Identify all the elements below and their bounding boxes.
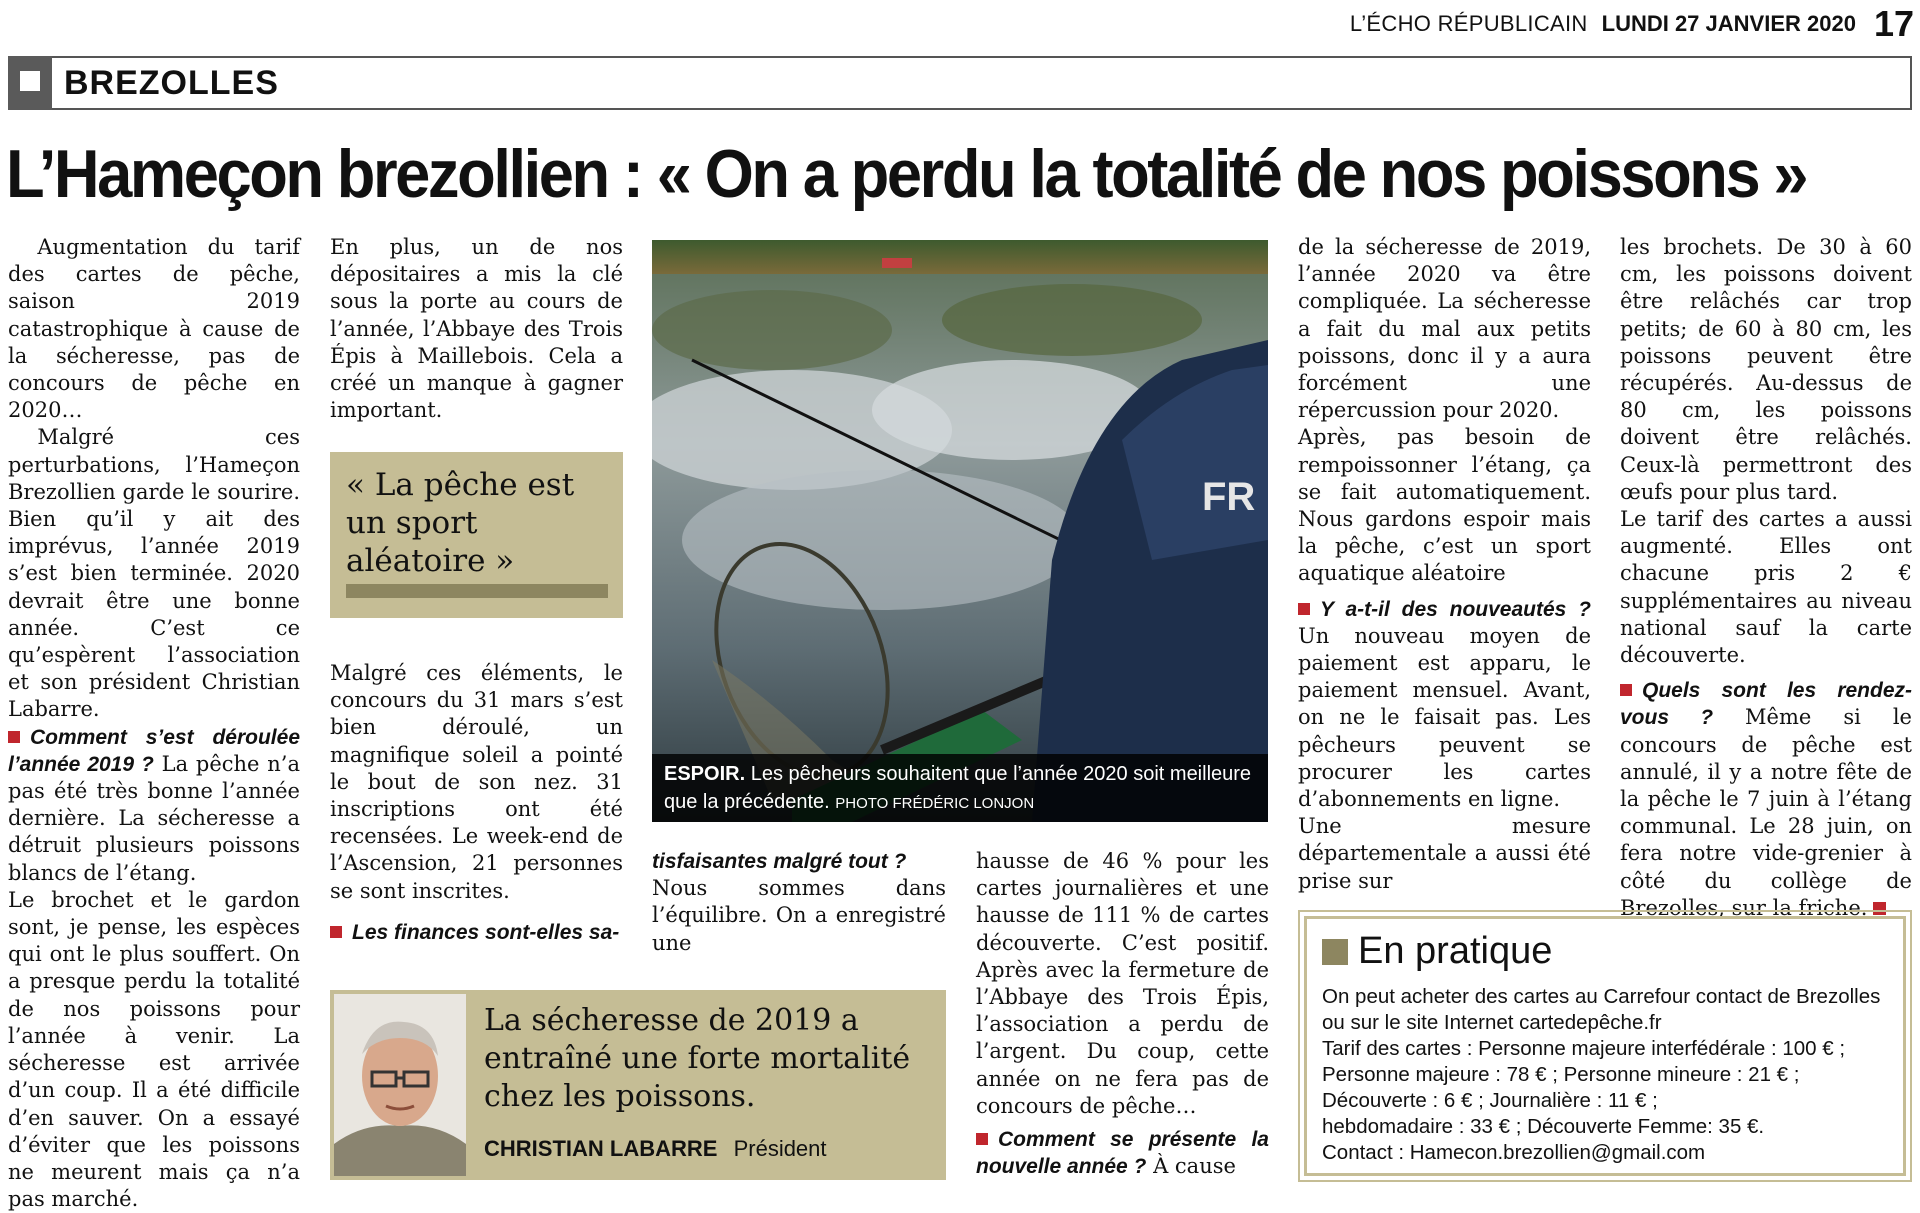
info-line: ou sur le site Internet cartedepêche.fr xyxy=(1322,1011,1662,1034)
question-paragraph xyxy=(330,919,623,946)
info-line: On peut acheter des cartes au Carrefour contact de Brezolles xyxy=(1322,985,1881,1008)
question-paragraph xyxy=(1298,596,1591,814)
pull-quote xyxy=(330,452,623,618)
answer: Un nouveau moyen de paiement est apparu, le paiement mensuel. Avant, on ne le faisait pas. Les pêcheurs peuvent se procurer les cartes d’abonnements en ligne. xyxy=(1298,623,1591,812)
title-square-icon xyxy=(1322,939,1348,965)
article-photo xyxy=(652,240,1268,822)
caption-lead: ESPOIR. xyxy=(664,763,746,785)
article-column-2-bottom xyxy=(330,660,623,946)
quote-role: Président xyxy=(733,1136,827,1161)
info-line: hebdomadaire : 33 € ; Découverte Femme: 35 €. xyxy=(1322,1115,1765,1138)
question-marker-icon xyxy=(8,731,20,743)
paragraph: Le brochet et le gardon sont, je pense, les espèces qui ont le plus souffert. On a presque perdu la totalité de nos poissons pour l’année à venir. La sécheresse est arrivée d’un coup. Il a été difficile d’en sauver. On a essayé d’éviter que les poissons ne meurent mais ça n’a pas marché. xyxy=(8,887,300,1212)
paragraph: Augmentation du tarif des cartes de pêche, saison 2019 catastrophique à cause de la sécheresse, pas de concours de pêche en 2020… xyxy=(8,235,300,423)
photo-caption xyxy=(652,754,1268,822)
portrait-photo xyxy=(334,994,466,1176)
question-paragraph xyxy=(652,848,946,875)
rubric-bar xyxy=(8,56,1912,110)
question-paragraph xyxy=(976,1126,1269,1180)
question: tisfaisantes malgré tout ? xyxy=(652,850,907,873)
quote-box xyxy=(330,990,946,1180)
quote-text: La sécheresse de 2019 a entraîné une forte mortalité chez les poissons. xyxy=(484,1003,911,1114)
practical-info-box xyxy=(1298,910,1912,1182)
masthead xyxy=(1350,2,1914,46)
question-marker-icon xyxy=(1620,684,1632,696)
question-marker-icon xyxy=(330,926,342,938)
article-column-5 xyxy=(1298,234,1591,895)
jacket-print: FR xyxy=(1202,475,1256,519)
fisherman-photo-illustration xyxy=(652,240,1268,822)
info-line: Tarif des cartes : Personne majeure interfédérale : 100 € ; xyxy=(1322,1037,1846,1060)
page-number: 17 xyxy=(1873,3,1914,44)
info-line: Contact : Hamecon.brezollien@gmail.com xyxy=(1322,1141,1706,1164)
quote-author: CHRISTIAN LABARRE xyxy=(484,1136,718,1161)
question-marker-icon xyxy=(1298,603,1310,615)
paragraph: Une mesure départementale a aussi été prise sur xyxy=(1298,814,1591,893)
paragraph: Après, pas besoin de rempoissonner l’étang, ça se fait automatiquement. Nous gardons espoir mais la pêche, c’est un sport aquatique aléatoire xyxy=(1298,425,1591,586)
headline: L’Hameçon brezollien : « On a perdu la totalité de nos poissons » xyxy=(6,136,1807,212)
paragraph: les brochets. De 30 à 60 cm, les poissons doivent être relâchés car trop petits; de 60 à 80 cm, les poissons peuvent être récupérés. Au-dessus de 80 cm, les poissons doivent être relâchés. Ceux-là permettront des œufs pour plus tard. xyxy=(1620,235,1912,504)
answer: Même si le concours de pêche est annulé, il y a notre fête de la pêche le 7 juin à l’étang communal. Le 28 juin, on fera notre vide-grenier à côté du collège de Brezolles, sur la friche. xyxy=(1620,705,1912,920)
issue-date: LUNDI 27 JANVIER 2020 xyxy=(1601,11,1856,36)
question-paragraph xyxy=(8,724,300,887)
article-column-1 xyxy=(8,234,300,1213)
question: Les finances sont-elles sa- xyxy=(352,920,620,944)
newspaper-name: L’ÉCHO RÉPUBLICAIN xyxy=(1349,11,1588,36)
paragraph: Malgré ces éléments, le concours du 31 mars s’est bien déroulé, un magnifique soleil a pointé le bout de son nez. 31 inscriptions ont été recensées. Le week-end de l’Ascension, 21 personnes se sont inscrites. xyxy=(330,661,623,903)
pull-quote-text: « La pêche est un sport aléatoire » xyxy=(346,467,575,579)
question: Comment se présente la nouvelle année ? xyxy=(976,1128,1269,1179)
info-line: Découverte : 6 € ; Journalière : 11 € ; xyxy=(1322,1089,1658,1112)
paragraph: de la sécheresse de 2019, l’année 2020 va être compliquée. La sécheresse a fait du mal aux petits poissons, donc il y a aura forcément une répercussion pour 2020. xyxy=(1298,235,1591,423)
person-portrait-icon xyxy=(334,994,466,1176)
quote-signature xyxy=(484,1136,827,1162)
pull-quote-rule xyxy=(346,584,608,598)
question: Y a-t-il des nouveautés ? xyxy=(1320,597,1591,621)
rubric-label: BREZOLLES xyxy=(64,64,279,102)
rubric-square-icon xyxy=(8,56,52,110)
paragraph: Malgré ces perturbations, l’Hameçon Brezollien garde le sourire. Bien qu’il y ait des imprévus, l’année 2019 s’est bien terminée. 2020 devrait être une bonne année. C’est ce qu’espèrent l’association et son président Christian Labarre. xyxy=(8,425,300,722)
article-column-3 xyxy=(652,848,946,957)
question: Comment s’est déroulée l’année 2019 ? xyxy=(8,725,300,776)
article-column-4 xyxy=(976,848,1269,1180)
practical-info-title xyxy=(1322,930,1552,973)
question: Quels sont les rendez-vous ? xyxy=(1620,679,1912,730)
practical-info-body xyxy=(1322,984,1902,1166)
caption-text: Les pêcheurs souhaitent que l’année 2020 soit meilleure que la précédente. xyxy=(664,763,1252,813)
paragraph: Nous sommes dans l’équilibre. On a enregistré une xyxy=(652,876,946,955)
photo-credit: PHOTO FRÉDÉRIC LONJON xyxy=(835,795,1035,812)
practical-title-text: En pratique xyxy=(1358,930,1553,972)
article-column-6 xyxy=(1620,234,1912,922)
paragraph: En plus, un de nos dépositaires a mis la clé sous la porte au cours de l’année, l’Abbaye des Trois Épis à Maillebois. Cela a créé un manque à gagner important. xyxy=(330,235,623,423)
paragraph: hausse de 46 % pour les cartes journalières et une hausse de 111 % de cartes découverte. C’est positif. Après avec la fermeture de l’Abbaye des Trois Épis, l’association a perdu de l’argent. Du coup, cette année on ne fera pas de concours de pêche… xyxy=(976,849,1269,1118)
question-paragraph xyxy=(1620,677,1912,922)
article-column-2-top xyxy=(330,234,623,424)
info-line: Personne majeure : 78 € ; Personne mineure : 21 € ; xyxy=(1322,1063,1800,1086)
answer: À cause xyxy=(1153,1154,1236,1179)
answer: La pêche n’a pas été très bonne l’année dernière. La sécheresse a détruit plusieurs poissons blancs de l’étang. xyxy=(8,751,301,885)
question-marker-icon xyxy=(976,1133,988,1145)
paragraph: Le tarif des cartes a aussi augmenté. Elles ont chacune pris 2 € supplémentaires au niveau national sauf la carte découverte. xyxy=(1620,507,1912,668)
